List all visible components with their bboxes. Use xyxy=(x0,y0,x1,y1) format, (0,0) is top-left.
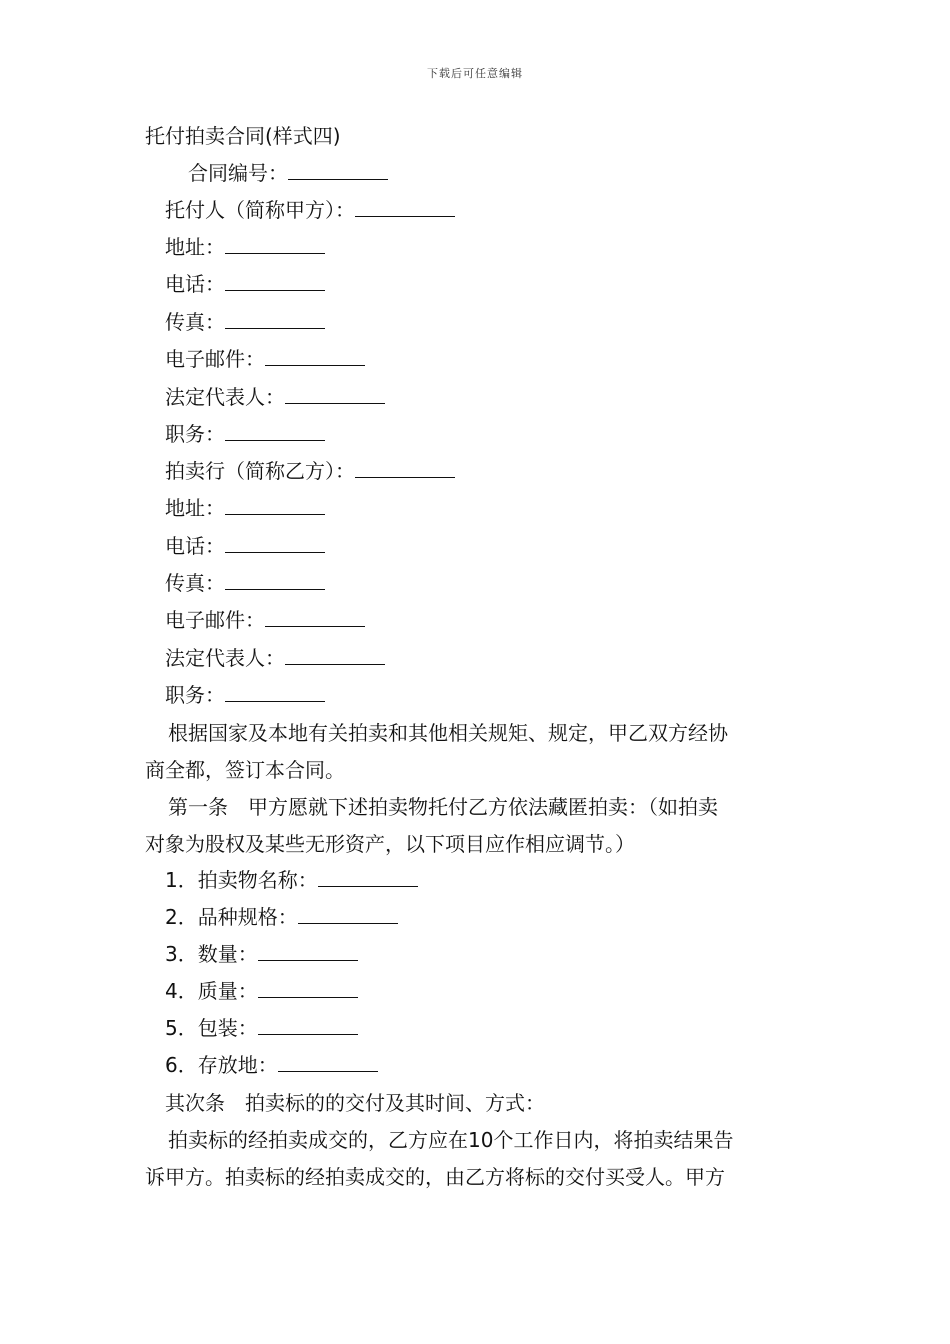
party-b-blank[interactable] xyxy=(355,457,455,478)
page-header-note: 下载后可任意编辑 xyxy=(427,67,523,80)
party-a-phone-label: 电话： xyxy=(165,272,225,296)
article-2-title: 其次条 拍卖标的的交付及其时间、方式： xyxy=(165,1091,545,1115)
item-5-line xyxy=(165,1014,358,1042)
party-b-email-blank[interactable] xyxy=(265,606,365,627)
party-b-fax-blank[interactable] xyxy=(225,569,325,590)
item-4-label: 4．质量： xyxy=(165,979,258,1003)
party-a-email-line xyxy=(165,345,365,373)
party-a-email-label: 电子邮件： xyxy=(165,347,265,371)
party-a-address-blank[interactable] xyxy=(225,233,325,254)
item-1-blank[interactable] xyxy=(318,866,418,887)
party-a-address-label: 地址： xyxy=(165,235,225,259)
party-b-phone-label: 电话： xyxy=(165,534,225,558)
party-b-legal-rep-blank[interactable] xyxy=(285,644,385,665)
party-a-label: 托付人（简称甲方）： xyxy=(165,198,355,222)
article-2-line-2: 诉甲方。拍卖标的经拍卖成交的，由乙方将标的交付买受人。甲方 xyxy=(145,1165,725,1189)
item-2-label: 2．品种规格： xyxy=(165,905,298,929)
party-b-phone-line xyxy=(165,532,325,560)
article-2-line-1: 拍卖标的经拍卖成交的，乙方应在10个工作日内，将拍卖结果告 xyxy=(168,1128,734,1152)
party-a-phone-line xyxy=(165,270,325,298)
party-b-email-label: 电子邮件： xyxy=(165,608,265,632)
preamble-line-1: 根据国家及本地有关拍卖和其他相关规矩、规定，甲乙双方经协 xyxy=(168,721,728,745)
party-a-email-blank[interactable] xyxy=(265,345,365,366)
party-b-position-line xyxy=(165,681,325,709)
party-a-position-blank[interactable] xyxy=(225,420,325,441)
article-1-line-1: 第一条 甲方愿就下述拍卖物托付乙方依法藏匿拍卖：（如拍卖 xyxy=(168,795,718,819)
party-b-address-label: 地址： xyxy=(165,496,225,520)
item-5-blank[interactable] xyxy=(258,1014,358,1035)
party-b-legal-rep-line xyxy=(165,644,385,672)
item-6-label: 6．存放地： xyxy=(165,1053,278,1077)
item-2-blank[interactable] xyxy=(298,903,398,924)
party-b-position-blank[interactable] xyxy=(225,681,325,702)
contract-number-line xyxy=(188,159,388,187)
item-5-label: 5．包装： xyxy=(165,1016,258,1040)
contract-number-blank[interactable] xyxy=(288,159,388,180)
party-a-phone-blank[interactable] xyxy=(225,270,325,291)
party-b-label: 拍卖行（简称乙方）： xyxy=(165,459,355,483)
item-3-label: 3．数量： xyxy=(165,942,258,966)
party-a-address-line xyxy=(165,233,325,261)
party-a-legal-rep-blank[interactable] xyxy=(285,383,385,404)
party-a-fax-blank[interactable] xyxy=(225,308,325,329)
party-a-fax-line xyxy=(165,308,325,336)
item-1-line xyxy=(165,866,418,894)
item-4-line xyxy=(165,977,358,1005)
party-a-position-line xyxy=(165,420,325,448)
party-b-legal-rep-label: 法定代表人： xyxy=(165,646,285,670)
contract-number-label: 合同编号： xyxy=(188,161,288,185)
document-title: 托付拍卖合同(样式四) xyxy=(145,124,341,148)
party-a-legal-rep-label: 法定代表人： xyxy=(165,385,285,409)
article-1-line-2: 对象为股权及某些无形资产，以下项目应作相应调节。） xyxy=(145,832,635,856)
party-a-position-label: 职务： xyxy=(165,422,225,446)
party-a-legal-rep-line xyxy=(165,383,385,411)
party-b-line xyxy=(165,457,455,485)
party-b-phone-blank[interactable] xyxy=(225,532,325,553)
item-1-label: 1．拍卖物名称： xyxy=(165,868,318,892)
item-3-line xyxy=(165,940,358,968)
party-a-line xyxy=(165,196,455,224)
party-a-fax-label: 传真： xyxy=(165,310,225,334)
party-b-fax-line xyxy=(165,569,325,597)
item-4-blank[interactable] xyxy=(258,977,358,998)
item-6-blank[interactable] xyxy=(278,1051,378,1072)
party-b-address-blank[interactable] xyxy=(225,494,325,515)
party-b-fax-label: 传真： xyxy=(165,571,225,595)
party-a-blank[interactable] xyxy=(355,196,455,217)
item-6-line xyxy=(165,1051,378,1079)
item-3-blank[interactable] xyxy=(258,940,358,961)
preamble-line-2: 商全都，签订本合同。 xyxy=(145,758,345,782)
party-b-position-label: 职务： xyxy=(165,683,225,707)
party-b-email-line xyxy=(165,606,365,634)
item-2-line xyxy=(165,903,398,931)
party-b-address-line xyxy=(165,494,325,522)
